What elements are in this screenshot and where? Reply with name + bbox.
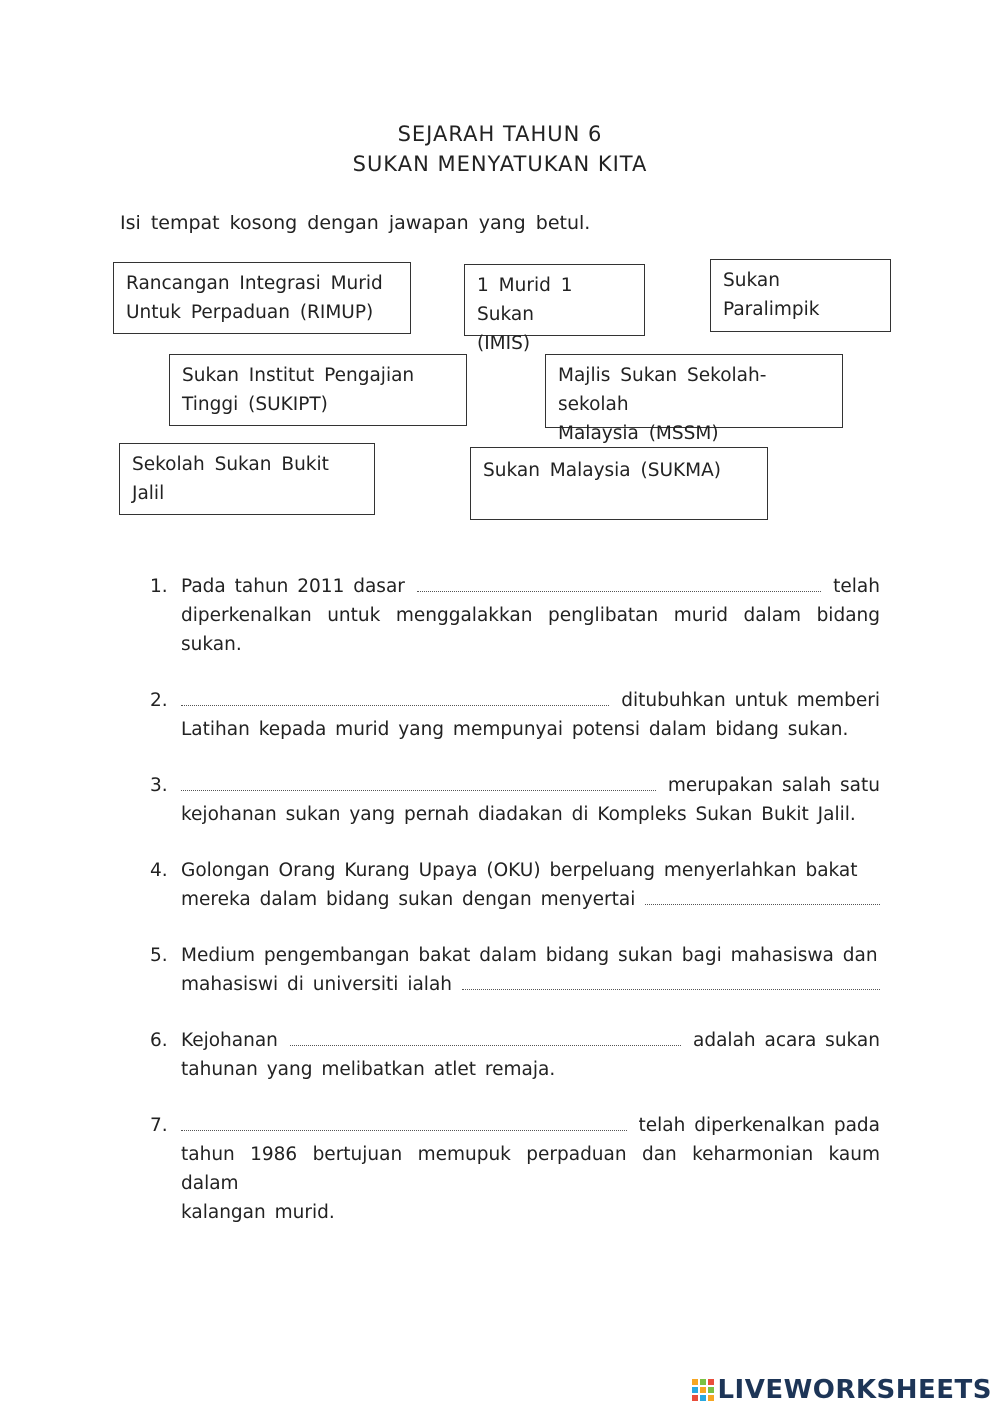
answer-box-label: Tinggi (SUKIPT) <box>182 394 328 415</box>
question-6 <box>150 1026 880 1084</box>
question-4 <box>150 856 880 914</box>
answer-box-label: Sekolah Sukan Bukit Jalil <box>132 454 329 504</box>
question-text: telah <box>833 576 880 597</box>
question-number: 5. <box>150 945 168 966</box>
answer-box-label: Malaysia (MSSM) <box>558 423 719 444</box>
question-text: Pada tahun 2011 dasar <box>181 576 405 597</box>
question-number: 2. <box>150 690 168 711</box>
answer-blank[interactable] <box>417 573 821 592</box>
liveworksheets-logo[interactable] <box>691 1375 992 1405</box>
question-text: mahasiswi di universiti ialah <box>181 974 453 995</box>
answer-box-label: (IMIS) <box>477 333 531 354</box>
question-number: 1. <box>150 576 168 597</box>
instruction-text: Isi tempat kosong dengan jawapan yang betul. <box>120 212 591 234</box>
question-text: tahun 1986 bertujuan memupuk perpaduan dan keharmonian kaum dalam <box>181 1144 880 1194</box>
question-7 <box>150 1111 880 1227</box>
answer-blank[interactable] <box>290 1027 681 1046</box>
question-text: telah diperkenalkan pada <box>638 1115 880 1136</box>
liveworksheets-grid-icon <box>691 1378 715 1402</box>
answer-box-label: Sukan Malaysia (SUKMA) <box>483 460 721 481</box>
question-list <box>150 572 880 1254</box>
answer-box-label: Rancangan Integrasi Murid <box>126 273 383 294</box>
answer-box-label: Majlis Sukan Sekolah-sekolah <box>558 365 767 415</box>
answer-box-sukipt[interactable] <box>169 354 467 426</box>
worksheet-subtitle: SUKAN MENYATUKAN KITA <box>352 152 648 176</box>
answer-blank[interactable] <box>462 971 880 990</box>
liveworksheets-brand: LIVEWORKSHEETS <box>717 1375 992 1405</box>
answer-box-label: 1 Murid 1 Sukan <box>477 275 573 325</box>
question-number: 6. <box>150 1030 168 1051</box>
question-number: 7. <box>150 1115 168 1136</box>
answer-box-label: Untuk Perpaduan (RIMUP) <box>126 302 374 323</box>
question-number: 4. <box>150 860 168 881</box>
question-text: mereka dalam bidang sukan dengan menyertai <box>181 889 636 910</box>
answer-blank[interactable] <box>181 1112 627 1131</box>
answer-box-rimup[interactable] <box>113 262 411 334</box>
question-3 <box>150 771 880 829</box>
question-1 <box>150 572 880 659</box>
answer-box-imis[interactable] <box>464 264 645 354</box>
question-text: merupakan salah satu <box>667 775 880 796</box>
answer-box-paralimpik[interactable] <box>710 259 891 332</box>
question-text: Kejohanan <box>181 1030 278 1051</box>
answer-box-mssm[interactable] <box>545 354 843 444</box>
question-text: Medium pengembangan bakat dalam bidang sukan bagi mahasiswa dan <box>181 945 878 966</box>
worksheet-title: SEJARAH TAHUN 6 <box>397 122 603 146</box>
answer-blank[interactable] <box>181 772 656 791</box>
question-5 <box>150 941 880 999</box>
answer-box-label: Sukan Institut Pengajian <box>182 365 415 386</box>
question-text: adalah acara sukan <box>693 1030 880 1051</box>
answer-box-bukit-jalil[interactable] <box>119 443 375 515</box>
answer-box-sukma[interactable] <box>470 447 768 520</box>
question-text: kalangan murid. <box>181 1202 335 1223</box>
question-text: tahunan yang melibatkan atlet remaja. <box>181 1059 556 1080</box>
question-text: Latihan kepada murid yang mempunyai potensi dalam bidang sukan. <box>181 719 849 740</box>
question-text: diperkenalkan untuk menggalakkan penglibatan murid dalam bidang sukan. <box>181 605 880 655</box>
answer-blank[interactable] <box>181 687 609 706</box>
answer-box-label: Sukan Paralimpik <box>723 270 820 320</box>
answer-blank[interactable] <box>645 886 880 905</box>
question-text: kejohanan sukan yang pernah diadakan di Kompleks Sukan Bukit Jalil. <box>181 804 856 825</box>
question-number: 3. <box>150 775 168 796</box>
question-text: Golongan Orang Kurang Upaya (OKU) berpeluang menyerlahkan bakat <box>181 860 858 881</box>
question-text: ditubuhkan untuk memberi <box>621 690 880 711</box>
question-2 <box>150 686 880 744</box>
